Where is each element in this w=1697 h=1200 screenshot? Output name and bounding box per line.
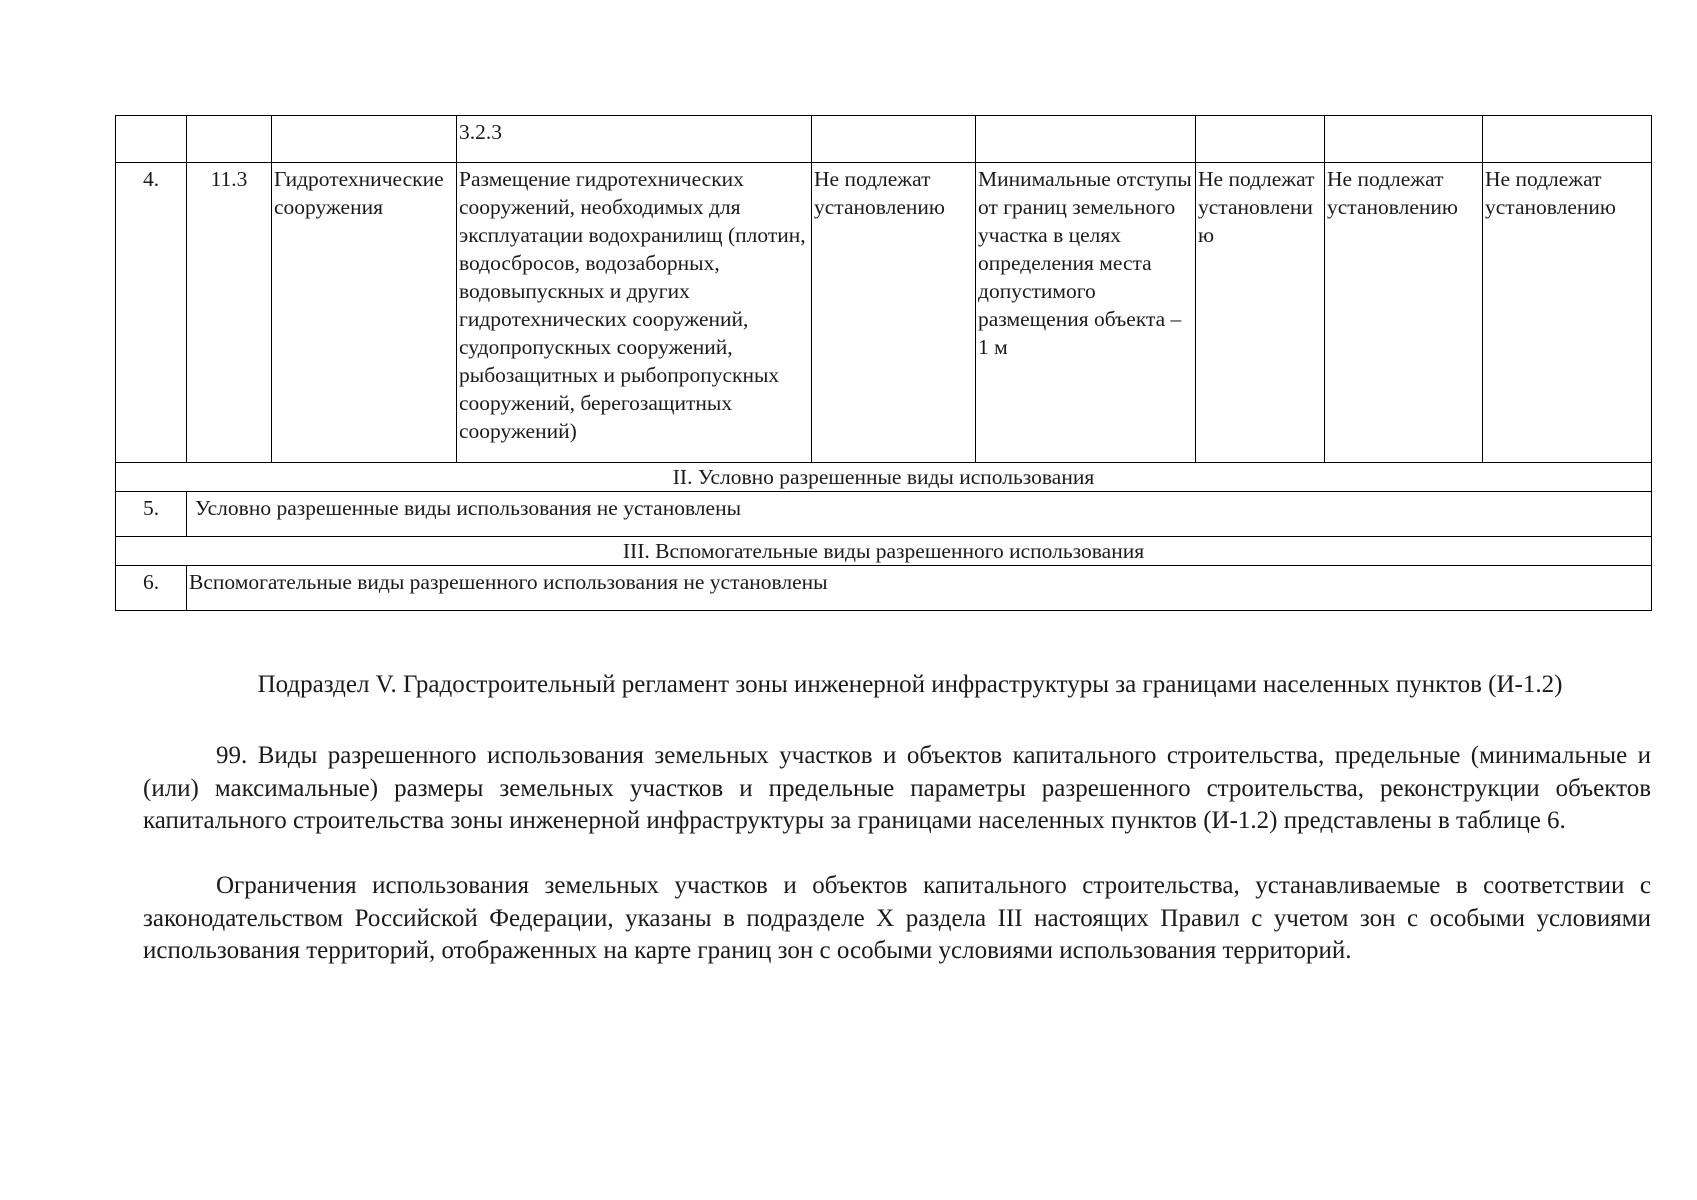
cell-col6: Минимальные отступы от границ земельного участка в целях определения места допустимого размещения объекта – 1 м (976, 163, 1196, 463)
subsection-heading: Подраздел V. Градостроительный регламент зоны инженерной инфраструктуры за границами населенных пунктов (И-1.2) (257, 671, 1563, 698)
cell-col8 (1325, 116, 1483, 163)
cell-col9 (1483, 116, 1652, 163)
cell-num: 5. (116, 492, 187, 537)
land-use-table (115, 115, 1652, 611)
cell-col5 (812, 116, 976, 163)
cell-num: 4. (116, 163, 187, 463)
section-title-conditional: II. Условно разрешенные виды использования (116, 463, 1652, 492)
paragraph-99: 99. Виды разрешенного использования земельных участков и объектов капитального строительства, предельные (минимальные и (или) максимальные) размеры земельных участков и предельные параметры разрешенного строительства, реконструкции объектов капитального строительства зоны инженерной инфраструктуры за границами населенных пунктов (И-1.2) представлены в таблице 6. (143, 742, 1651, 834)
cell-num: 6. (116, 566, 187, 611)
cell-col9: Не подлежат установлению (1483, 163, 1652, 463)
cell-col7 (1196, 116, 1325, 163)
table-row-4 (116, 163, 1652, 463)
cell-text: Условно разрешенные виды использования не установлены (187, 492, 1652, 537)
table-row-continued (116, 116, 1652, 163)
cell-code: 11.3 (187, 163, 272, 463)
cell-name (272, 116, 457, 163)
section-title-auxiliary: III. Вспомогательные виды разрешенного использования (116, 537, 1652, 566)
paragraph-restrictions: Ограничения использования земельных участков и объектов капитального строительства, устанавливаемые в соответствии с законодательством Российской Федерации, указаны в подразделе X раздела III настоящих Правил с учетом зон с особыми условиями использования территорий, отображенных на карте границ зон с особыми условиями использования территорий. (143, 872, 1651, 964)
cell-description: Размещение гидротехнических сооружений, необходимых для эксплуатации водохранилищ (плотин, водосбросов, водозаборных, водовыпускных и других гидротехнических сооружений, судопропускных сооружений, рыбозащитных и рыбопропускных сооружений, берегозащитных сооружений) (457, 163, 812, 463)
cell-col6 (976, 116, 1196, 163)
cell-col8: Не подлежат установлению (1325, 163, 1483, 463)
table-row-6 (116, 566, 1652, 611)
section-row-2 (116, 463, 1652, 492)
cell-num (116, 116, 187, 163)
cell-name: Гидротехнические сооружения (272, 163, 457, 463)
table-row-5 (116, 492, 1652, 537)
cell-col7: Не подлежат установлению (1196, 163, 1325, 463)
cell-text: Вспомогательные виды разрешенного использования не установлены (187, 566, 1652, 611)
cell-code (187, 116, 272, 163)
section-row-3 (116, 537, 1652, 566)
cell-col5: Не подлежат установлению (812, 163, 976, 463)
cell-description: 3.2.3 (457, 116, 812, 163)
